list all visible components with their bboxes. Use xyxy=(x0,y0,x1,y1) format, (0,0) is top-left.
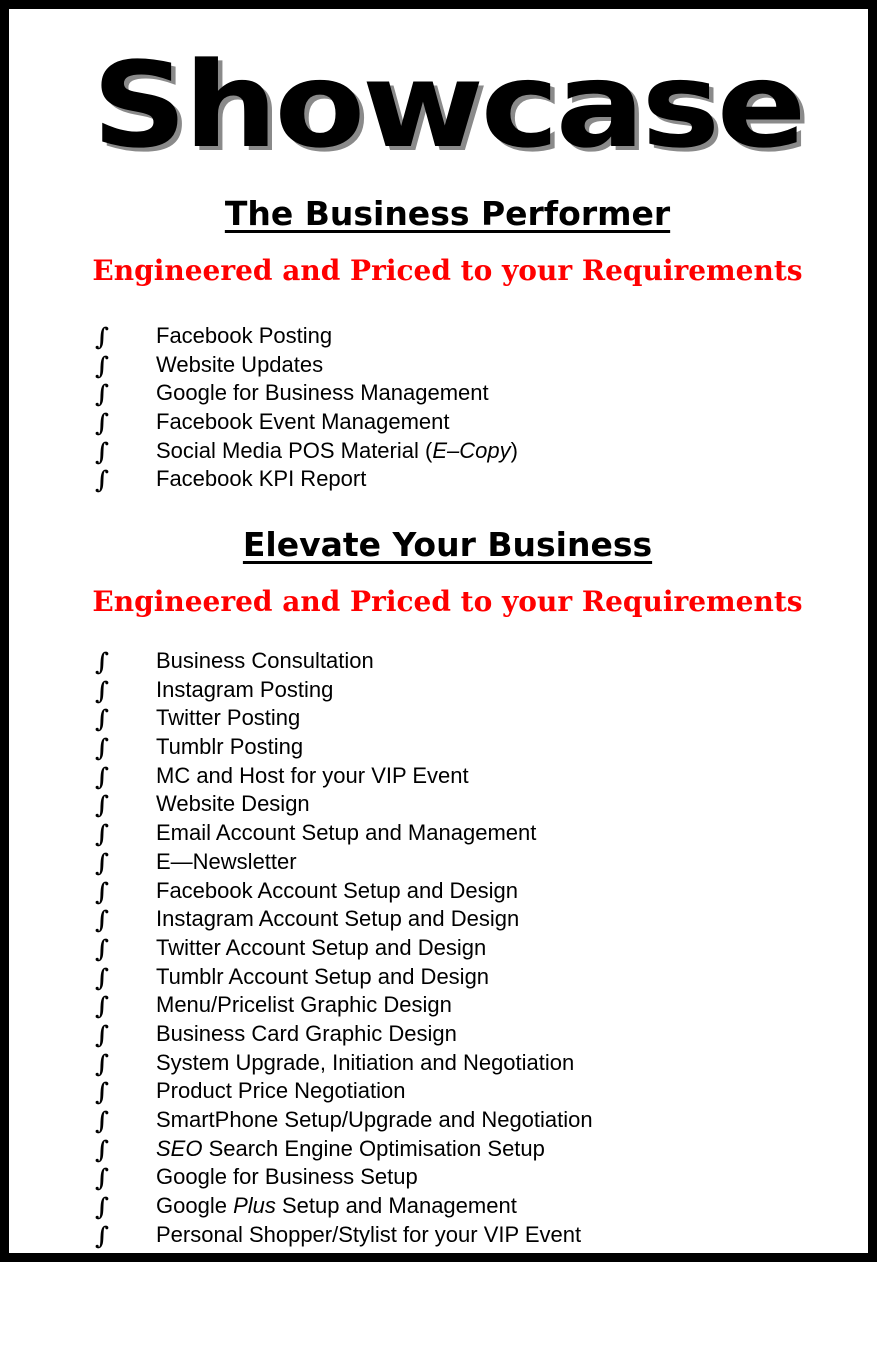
list-item-text-pre: Twitter Posting xyxy=(156,705,301,731)
list-item-text-pre: Tumblr Posting xyxy=(156,734,304,760)
section-subheading: Engineered and Priced to your Requirements xyxy=(92,254,803,287)
integral-bullet-icon: ∫ xyxy=(95,1077,109,1107)
list-item-text-pre: E—Newsletter xyxy=(156,848,297,874)
list-item-text-pre: Instagram Account Setup and Design xyxy=(156,906,520,932)
integral-bullet-icon: ∫ xyxy=(95,1163,109,1193)
integral-bullet-icon: ∫ xyxy=(95,933,109,963)
integral-bullet-icon: ∫ xyxy=(95,761,109,791)
list-item-text xyxy=(156,676,333,704)
list-item-text xyxy=(156,1192,517,1220)
list-item-text xyxy=(156,819,536,847)
integral-bullet-icon: ∫ xyxy=(95,1048,109,1078)
integral-bullet-icon: ∫ xyxy=(95,408,109,438)
section-heading-text: The Business Performer xyxy=(224,194,671,233)
list-item-text xyxy=(156,351,323,379)
integral-bullet-icon: ∫ xyxy=(95,1192,109,1222)
page-title: Showcase xyxy=(91,36,804,174)
list-item-text xyxy=(156,1221,581,1249)
list-item-text xyxy=(156,1077,405,1105)
list-item-text-pre: System Upgrade, Initiation and Negotiation xyxy=(156,1049,575,1075)
integral-bullet-icon: ∫ xyxy=(95,1220,109,1250)
list-item-text-pre: Email Account Setup and Management xyxy=(156,820,537,846)
list-item-text-post: Search Engine Optimisation Setup xyxy=(202,1135,545,1161)
list-item-text-pre: Facebook Posting xyxy=(156,323,333,348)
integral-bullet-icon: ∫ xyxy=(95,647,109,676)
list-item-text xyxy=(156,963,489,991)
integral-bullet-icon: ∫ xyxy=(95,322,109,351)
list-item-text-pre: Google for Business Setup xyxy=(156,1164,418,1190)
section-heading-business-performer xyxy=(9,193,877,235)
list-item-text-post: ) xyxy=(510,437,518,463)
list-item-text-pre: SmartPhone Setup/Upgrade and Negotiation xyxy=(156,1107,593,1132)
list-item-text-pre: Google xyxy=(156,1193,234,1219)
section-heading-elevate-business xyxy=(9,524,877,566)
integral-bullet-icon: ∫ xyxy=(95,704,109,734)
integral-bullet-icon: ∫ xyxy=(95,350,109,380)
integral-bullet-icon: ∫ xyxy=(95,436,109,466)
list-item-text-ital: E–Copy xyxy=(432,437,511,463)
list-item-text-post: Setup and Management xyxy=(275,1193,517,1219)
list-item-text xyxy=(156,647,374,675)
list-item-text xyxy=(156,733,303,761)
list-item-text-pre: Website Design xyxy=(156,791,310,817)
list-item-text-pre: Business Consultation xyxy=(156,648,374,673)
integral-bullet-icon: ∫ xyxy=(95,675,109,705)
list-item-text-pre: Google for Business Management xyxy=(156,380,489,406)
list-item-text-ital: SEO xyxy=(156,1135,203,1161)
list-item-text-pre: Website Updates xyxy=(156,351,324,377)
integral-bullet-icon: ∫ xyxy=(95,379,109,409)
list-item-text xyxy=(156,379,489,407)
list-item-text xyxy=(156,437,518,465)
list-item-text-ital: Plus xyxy=(233,1193,276,1219)
list-item-text-pre: Product Price Negotiation xyxy=(156,1078,406,1104)
list-item-text-pre: Instagram Posting xyxy=(156,676,334,702)
list-item-text xyxy=(156,991,452,1019)
list-item-text xyxy=(156,877,518,905)
integral-bullet-icon: ∫ xyxy=(95,847,109,877)
section-heading-text: Elevate Your Business xyxy=(242,525,653,564)
list-item-text-pre: Personal Shopper/Stylist for your VIP Event xyxy=(156,1221,582,1247)
list-item-text xyxy=(156,762,469,790)
list-item-text xyxy=(156,848,297,876)
list-item-text xyxy=(156,934,486,962)
integral-bullet-icon: ∫ xyxy=(95,790,109,820)
list-item-text-pre: Tumblr Account Setup and Design xyxy=(156,963,490,989)
integral-bullet-icon: ∫ xyxy=(95,905,109,935)
list-item-text xyxy=(156,1020,457,1048)
list-item-text-pre: Twitter Account Setup and Design xyxy=(156,934,487,960)
list-item-text xyxy=(156,1049,574,1077)
list-item-text xyxy=(156,1135,545,1163)
integral-bullet-icon: ∫ xyxy=(95,733,109,763)
list-item-text xyxy=(156,704,300,732)
list-item-text xyxy=(156,465,366,493)
integral-bullet-icon: ∫ xyxy=(95,962,109,992)
integral-bullet-icon: ∫ xyxy=(95,876,109,906)
list-item-text-pre: Business Card Graphic Design xyxy=(156,1020,457,1046)
integral-bullet-icon: ∫ xyxy=(95,991,109,1021)
section-subheading: Engineered and Priced to your Requirements xyxy=(92,585,803,618)
list-item-text-pre: Social Media POS Material ( xyxy=(156,437,433,463)
list-item-text-pre: Facebook KPI Report xyxy=(156,466,367,492)
list-item-text-pre: Menu/Pricelist Graphic Design xyxy=(156,992,452,1018)
list-item-text-pre: MC and Host for your VIP Event xyxy=(156,762,469,788)
list-item-text xyxy=(156,790,310,818)
list-item-text-pre: Facebook Account Setup and Design xyxy=(156,877,519,903)
list-item-text xyxy=(156,1163,418,1191)
list-item-text xyxy=(156,408,450,436)
list-item-text-pre: Facebook Event Management xyxy=(156,409,450,435)
integral-bullet-icon: ∫ xyxy=(95,1134,109,1164)
integral-bullet-icon: ∫ xyxy=(95,819,109,849)
list-item-text xyxy=(156,1106,593,1134)
list-item-text xyxy=(156,905,519,933)
integral-bullet-icon: ∫ xyxy=(95,1106,109,1135)
integral-bullet-icon: ∫ xyxy=(95,1019,109,1049)
list-item-text xyxy=(156,322,332,350)
integral-bullet-icon: ∫ xyxy=(95,465,109,495)
